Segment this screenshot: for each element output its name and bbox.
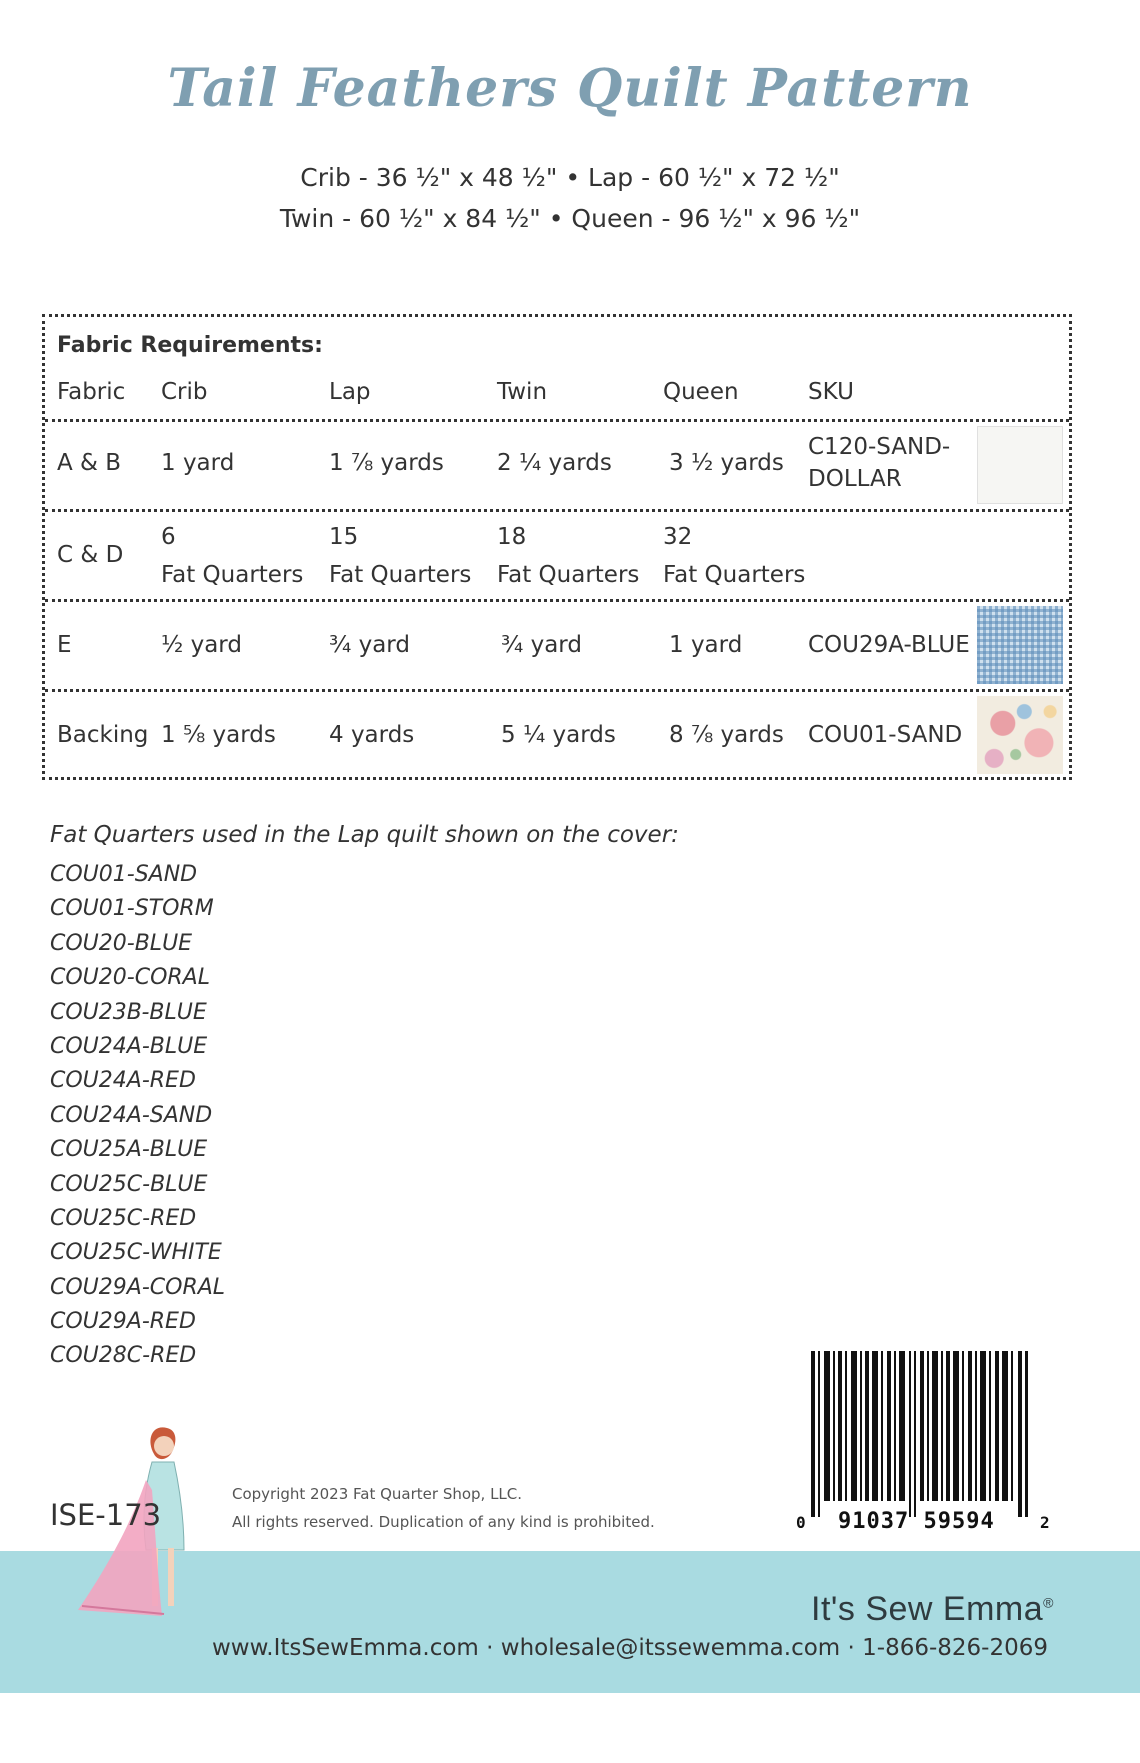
row-queen: 8 ⅞ yards (669, 722, 784, 748)
row-twin-count: 18 (497, 524, 527, 550)
barcode-lead-digit: 0 (796, 1513, 806, 1532)
copyright-line-2: All rights reserved. Duplication of any kind is prohibited. (232, 1513, 655, 1531)
row-lap: 1 ⅞ yards (329, 450, 444, 476)
row-twin: ¾ yard (501, 632, 582, 658)
fat-quarters-list (50, 858, 225, 1374)
row-lap-count: 15 (329, 524, 359, 550)
row-twin: 2 ¼ yards (497, 450, 612, 476)
contact-line: www.ItsSewEmma.com · wholesale@itssewemma.com · 1-866-826-2069 (211, 1635, 1049, 1661)
row-lap: 4 yards (329, 722, 415, 748)
column-header-fabric: Fabric (57, 379, 126, 405)
column-header-sku: SKU (808, 379, 854, 405)
row-queen: 3 ½ yards (669, 450, 784, 476)
pattern-code: ISE-173 (50, 1498, 162, 1532)
row-sku-line-1: C120-SAND- (808, 434, 951, 460)
row-twin-unit: Fat Quarters (497, 562, 640, 588)
row-sku: COU01-SAND (808, 722, 963, 748)
barcode-digits: 91037 59594 (838, 1509, 995, 1534)
table-row (45, 599, 1069, 689)
fabric-swatch-blue-gingham (977, 606, 1063, 684)
row-queen-count: 32 (663, 524, 693, 550)
column-header-lap: Lap (329, 379, 371, 405)
copyright-line-1: Copyright 2023 Fat Quarter Shop, LLC. (232, 1485, 523, 1503)
list-item: COU25C-BLUE (50, 1171, 208, 1197)
row-queen: 1 yard (669, 632, 743, 658)
list-item: COU28C-RED (50, 1343, 197, 1369)
fabric-swatch-floral (977, 696, 1063, 774)
row-twin: 5 ¼ yards (501, 722, 616, 748)
list-item: COU29A-RED (50, 1309, 196, 1335)
list-item: COU24A-RED (50, 1068, 196, 1094)
list-item: COU25C-RED (50, 1205, 197, 1231)
registered-mark: ® (1043, 1594, 1054, 1611)
fabric-swatch-white (977, 426, 1063, 504)
row-sku-line-2: DOLLAR (808, 466, 902, 492)
row-fabric: E (57, 632, 72, 658)
column-header-crib: Crib (161, 379, 208, 405)
list-item: COU01-STORM (50, 896, 214, 922)
list-item: COU20-CORAL (50, 965, 210, 991)
row-lap-unit: Fat Quarters (329, 562, 472, 588)
table-header-row (45, 379, 1069, 419)
row-sku: COU29A-BLUE (808, 632, 970, 658)
fabric-requirements-heading: Fabric Requirements: (57, 333, 323, 358)
barcode-check-digit: 2 (1040, 1513, 1050, 1532)
list-item: COU24A-SAND (50, 1102, 213, 1128)
brand-text: It's Sew Emma (811, 1590, 1044, 1628)
row-fabric: C & D (57, 542, 124, 568)
list-item: COU20-BLUE (50, 930, 193, 956)
row-crib: 1 ⅝ yards (161, 722, 276, 748)
list-item: COU24A-BLUE (50, 1033, 208, 1059)
list-item: COU23B-BLUE (50, 999, 207, 1025)
fat-quarters-heading: Fat Quarters used in the Lap quilt shown on the cover: (50, 822, 679, 848)
list-item: COU25C-WHITE (50, 1240, 222, 1266)
row-fabric: Backing (57, 722, 149, 748)
list-item: COU25A-BLUE (50, 1137, 208, 1163)
row-crib-unit: Fat Quarters (161, 562, 304, 588)
row-crib: ½ yard (161, 632, 242, 658)
barcode-icon (811, 1351, 1030, 1517)
table-row (45, 419, 1069, 509)
brand-name (811, 1590, 1054, 1629)
column-header-queen: Queen (663, 379, 739, 405)
table-row (45, 689, 1069, 777)
row-queen-unit: Fat Quarters (663, 562, 806, 588)
fabric-requirements-table (42, 314, 1072, 780)
sizes-line-2: Twin - 60 ½" x 84 ½" • Queen - 96 ½" x 96 ½" (279, 204, 861, 233)
pattern-title: Tail Feathers Quilt Pattern (167, 58, 973, 119)
list-item: COU01-SAND (50, 862, 198, 887)
table-row (45, 509, 1069, 599)
column-header-twin: Twin (497, 379, 548, 405)
row-lap: ¾ yard (329, 632, 410, 658)
row-crib: 1 yard (161, 450, 235, 476)
row-fabric: A & B (57, 450, 122, 476)
sizes-line-1: Crib - 36 ½" x 48 ½" • Lap - 60 ½" x 72 ½" (300, 163, 840, 192)
list-item: COU29A-CORAL (50, 1274, 226, 1300)
row-crib-count: 6 (161, 524, 176, 550)
